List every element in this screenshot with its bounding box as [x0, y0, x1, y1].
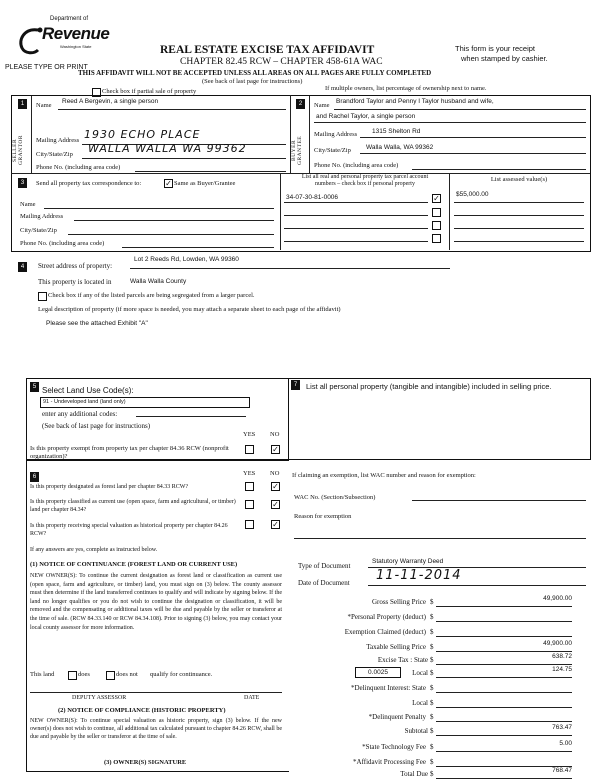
if-yes-note: If any answers are yes, complete as instructed below. [30, 547, 158, 553]
dollar-sign: $ [430, 598, 434, 606]
seller-side-label: SELLER GRANTOR [12, 135, 24, 166]
tax-row-line [436, 606, 572, 607]
tax-row-line [436, 664, 572, 665]
qualify-label: qualify for continuance. [150, 671, 213, 678]
current-use-no-checkbox[interactable]: ✓ [272, 500, 279, 509]
tax-row-value[interactable]: 768.47 [552, 767, 572, 774]
s3-address-label: Mailing Address [20, 213, 64, 220]
same-as-buyer-checkbox[interactable]: ✓ [165, 179, 172, 188]
street-label: Street address of property: [38, 262, 113, 270]
buyer-name-1[interactable]: Brandford Taylor and Penny I Taylor husband and wife, [336, 98, 494, 105]
dollar-sign: $ [430, 699, 434, 707]
s5-see-back: (See back of last page for instructions) [42, 422, 151, 430]
s5-yes-header: YES [243, 431, 256, 438]
dollar-sign: $ [430, 727, 434, 735]
historic-question: Is this property receiving special valuation as historical property per chapter 84.26 RCW? [30, 523, 228, 537]
segregated-label: Check box if any of the listed parcels are being segregated from a larger parcel. [48, 292, 255, 299]
this-land-label: This land [30, 671, 55, 678]
section-3-number: 3 [18, 178, 27, 188]
tax-row-line [436, 692, 572, 693]
reason-label: Reason for exemption [294, 513, 352, 520]
section-7-number: 7 [291, 380, 300, 390]
notice-2-text: NEW OWNER(S): To continue special valuation as historic property, sign (3) below. If the new owner(s) does not wish to continue, all additional tax calculated pursuant to chapter 84.26 RCW, shall be due and payable by the seller or transferor at the time of sale. [30, 718, 282, 741]
assessed-value[interactable]: $55,000.00 [456, 191, 489, 198]
doc-date-label: Date of Document [298, 579, 350, 587]
date-label: DATE [244, 695, 260, 701]
tax-row-line [436, 721, 572, 722]
send-correspondence-label: Send all property tax correspondence to: [36, 180, 142, 187]
logo-revenue: Revenue [42, 24, 110, 43]
tax-row-label: *State Technology Fee [362, 743, 426, 751]
s6-no-header: NO [270, 470, 280, 477]
dollar-sign: $ [430, 758, 434, 766]
exempt-yes-checkbox[interactable] [245, 445, 254, 454]
tax-row-label: *Affidavit Processing Fee [353, 758, 426, 766]
historic-no-checkbox[interactable]: ✓ [272, 520, 279, 529]
tax-row-label: *Personal Property (deduct) [347, 613, 426, 621]
parcel-number[interactable]: 34-07-30-81-0006 [286, 194, 339, 201]
buyer-name-2[interactable]: and Rachel Taylor, a single person [316, 113, 416, 120]
exempt-no-checkbox[interactable]: ✓ [272, 445, 279, 454]
notice-2-title: (2) NOTICE OF COMPLIANCE (HISTORIC PROPERTY) [58, 707, 226, 714]
does-checkbox[interactable] [68, 671, 77, 680]
s3-city-label: City/State/Zip [20, 227, 57, 234]
tax-row-label: Total Due [400, 770, 428, 778]
forest-question: Is this property designated as forest land per chapter 84.33 RCW? [30, 484, 189, 490]
parcel-2-personal-checkbox[interactable] [432, 208, 441, 217]
seller-phone-label: Phone No. (including area code) [36, 164, 121, 171]
logo-dept: Department of [50, 16, 89, 22]
does-not-label: does not [116, 671, 138, 678]
seller-city[interactable]: WALLA WALLA WA 99362 [88, 142, 247, 155]
tax-row-line [436, 621, 572, 622]
local-rate-input[interactable]: 0.0025 [355, 667, 401, 678]
warning-text: THIS AFFIDAVIT WILL NOT BE ACCEPTED UNLESS ALL AREAS ON ALL PAGES ARE FULLY COMPLETED [78, 69, 432, 77]
tax-row-label: Taxable Selling Price [366, 643, 426, 651]
s6-yes-header: YES [243, 470, 256, 477]
dollar-sign: $ [430, 628, 434, 636]
wac-label: WAC No. (Section/Subsection) [294, 494, 376, 501]
section-1-number: 1 [18, 99, 27, 109]
section-4-number: 4 [18, 262, 27, 272]
section-6-number: 6 [30, 472, 39, 482]
tax-row-label: *Delinquent Penalty [368, 713, 426, 721]
same-as-buyer-label: Same as Buyer/Grantee [174, 180, 236, 187]
section-5-number: 5 [30, 382, 39, 392]
parcel-1-personal-checkbox[interactable]: ✓ [433, 194, 440, 203]
owner-signature-label: (3) OWNER(S) SIGNATURE [104, 759, 187, 766]
receipt-note-2: when stamped by cashier. [461, 54, 548, 63]
dollar-sign: $ [430, 669, 434, 677]
tax-row-line [436, 735, 572, 736]
parcel-header-2: numbers – check box if personal property [315, 181, 415, 187]
parcel-3-personal-checkbox[interactable] [432, 221, 441, 230]
receipt-note-1: This form is your receipt [455, 44, 536, 53]
notice-1-title: (1) NOTICE OF CONTINUANCE (FOREST LAND OR CURRENT USE) [30, 561, 238, 568]
tax-row-label: *Delinquent Interest: State [350, 684, 426, 692]
tax-row-line [436, 651, 572, 652]
dollar-sign: $ [430, 713, 434, 721]
tax-row-value[interactable]: 124.75 [552, 666, 572, 673]
tax-row-label: Exemption Claimed (deduct) [344, 628, 426, 636]
exemption-claim-label: If claiming an exemption, list WAC number and reason for exemption: [292, 472, 476, 479]
tax-row-value[interactable]: 763.47 [552, 724, 572, 731]
dollar-sign: $ [430, 643, 434, 651]
historic-yes-checkbox[interactable] [245, 520, 254, 529]
tax-row-line [436, 636, 572, 637]
tax-row-label: Local [412, 699, 428, 707]
land-use-select[interactable]: 91 - Undeveloped land (land only) [40, 397, 250, 408]
multiple-owners-note: If multiple owners, list percentage of ownership next to name. [325, 85, 487, 92]
buyer-city[interactable]: Walla Walla, WA 99362 [366, 144, 434, 151]
partial-sale-label: Check box if partial sale of property [102, 88, 197, 95]
does-not-checkbox[interactable] [106, 671, 115, 680]
form-title: REAL ESTATE EXCISE TAX AFFIDAVIT [160, 44, 375, 56]
dollar-sign: $ [430, 656, 434, 664]
dollar-sign: $ [430, 684, 434, 692]
section-2-number: 2 [296, 99, 305, 109]
seller-name-label: Name [36, 102, 52, 109]
seller-name[interactable]: Reed A Bergevin, a single person [62, 98, 159, 105]
buyer-name-label: Name [314, 102, 330, 109]
buyer-address[interactable]: 1315 Shelton Rd [372, 128, 421, 135]
form-subtitle: CHAPTER 82.45 RCW – CHAPTER 458-61A WAC [180, 57, 383, 67]
exempt-question: Is this property exempt from property tax per chapter 84.36 RCW (nonprofit organization)? [30, 445, 229, 460]
s3-name-label: Name [20, 201, 36, 208]
tax-row-value[interactable]: 5.00 [559, 740, 572, 747]
doc-type-label: Type of Document [298, 562, 351, 570]
buyer-side-label: BUYER GRANTEE [291, 135, 303, 166]
assessed-header: List assessed value(s) [490, 176, 548, 183]
tax-row-value[interactable]: 49,900.00 [543, 640, 572, 647]
located-county[interactable]: Walla Walla County [130, 278, 187, 285]
forest-yes-checkbox[interactable] [245, 482, 254, 491]
s3-phone-label: Phone No. (including area code) [20, 240, 105, 247]
please-type: PLEASE TYPE OR PRINT [5, 64, 88, 71]
personal-property-text: List all personal property (tangible and intangible) included in selling price. [306, 382, 552, 391]
buyer-city-label: City/State/Zip [314, 147, 351, 154]
tax-row-line [436, 677, 572, 678]
located-label: This property is located in [38, 278, 112, 286]
tax-row-label: Local [412, 669, 428, 677]
deputy-assessor-label: DEPUTY ASSESSOR [72, 695, 127, 701]
current-use-question: Is this property classified as current use (open space, farm and agricultural, or timber) land per chapter 84.34? [30, 499, 236, 513]
tax-row-line [436, 751, 572, 752]
forest-no-checkbox[interactable]: ✓ [272, 482, 279, 491]
seller-address-label: Mailing Address [36, 137, 80, 144]
tax-row-value[interactable]: 638.72 [552, 653, 572, 660]
logo-state: Washington State [60, 44, 92, 49]
doc-type[interactable]: Statutory Warranty Deed [372, 558, 444, 565]
tax-row-label: Excise Tax : State [377, 656, 428, 664]
notice-1-text: NEW OWNER(S): To continue the current designation as forest land or classification as current use (open space, farm and agriculture, or timber) land, you must sign on (3) below. The county assessor must then determine if the land transferred continues to qualify and will indicate by signing below. If the land no longer qualifies or you do not wish to continue the designation or classification, it will be removed and the compensating or additional taxes will be due and payable by the seller or transferor at the time of sale. (RCW 84.33.140 or RCW 84.34.108). Prior to signing (3) below, you may contact your local county assessor for more information. [30, 573, 282, 631]
legal-label: Legal description of property (if more space is needed, you may attach a separate sheet to each page of the affidavit) [38, 306, 341, 313]
parcel-4-personal-checkbox[interactable] [432, 234, 441, 243]
see-back-note: (See back of last page for instructions) [202, 78, 303, 85]
seller-city-label: City/State/Zip [36, 151, 73, 158]
doc-date[interactable]: 11-11-2014 [376, 568, 462, 583]
legal-description[interactable]: Please see the attached Exhibit "A" [46, 320, 148, 327]
current-use-yes-checkbox[interactable] [245, 500, 254, 509]
dollar-sign: $ [430, 613, 434, 621]
land-use-label: Select Land Use Code(s): [42, 386, 134, 395]
dor-logo [16, 14, 110, 62]
seller-address[interactable]: 1930 ECHO PLACE [84, 128, 201, 141]
buyer-phone-label: Phone No. (including area code) [314, 162, 399, 169]
dollar-sign: $ [430, 743, 434, 751]
does-label: does [78, 671, 90, 678]
tax-row-label: Gross Selling Price [371, 598, 426, 606]
additional-codes-label: enter any additional codes: [42, 410, 118, 418]
tax-row-line [436, 707, 572, 708]
tax-row-label: Subtotal [404, 727, 428, 735]
buyer-address-label: Mailing Address [314, 131, 358, 138]
tax-row-value[interactable]: 49,900.00 [543, 595, 572, 602]
street-address[interactable]: Lot 2 Reeds Rd, Lowden, WA 99360 [134, 256, 239, 263]
segregated-checkbox[interactable] [38, 292, 47, 301]
parcel-header-1: List all real and personal property tax parcel account [301, 174, 429, 180]
s5-no-header: NO [270, 431, 280, 438]
dollar-sign: $ [430, 770, 434, 778]
